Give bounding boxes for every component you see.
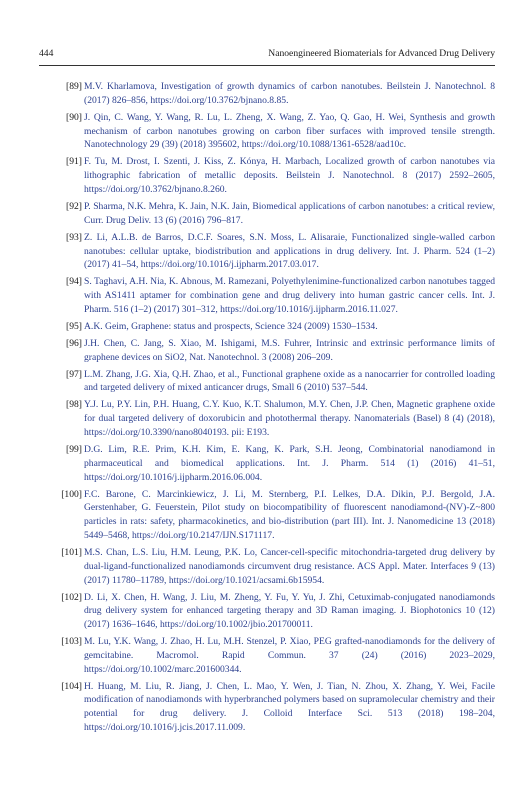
reference-text: M.V. Kharlamova, Investigation of growth dynamics of carbon nanotubes. Beilstein J. Nanotechnol. 8 (2017) 826–856, https://doi.org/10.3762/bjnano.8.85. <box>84 81 495 106</box>
header-divider <box>39 65 495 66</box>
reference-number: [96] <box>66 337 82 349</box>
page-header <box>39 47 495 61</box>
reference-number: [93] <box>66 231 82 243</box>
reference-item <box>0 275 531 316</box>
reference-text: J.H. Chen, C. Jang, S. Xiao, M. Ishigami, M.S. Fuhrer, Intrinsic and extrinsic performance limits of graphene devices on SiO2, Nat. Nanotechnol. 3 (2008) 206–209. <box>84 337 495 363</box>
reference-number: [100] <box>61 488 82 500</box>
reference-number: [95] <box>66 320 82 332</box>
reference-number: [98] <box>66 399 82 411</box>
reference-number: [101] <box>61 546 82 558</box>
reference-text: S. Taghavi, A.H. Nia, K. Abnous, M. Ramezani, Polyethylenimine-functionalized carbon nanotubes tagged with AS1411 aptamer for combination gene and drug delivery into human gastric cancer cells. Int. J. Pharm. 516 (1–2) (2017) 301–312, https://doi.org/10.1016/j.ijpharm.2016.11.027. <box>84 276 495 315</box>
reference-number: [103] <box>61 636 82 648</box>
reference-item <box>0 337 531 365</box>
reference-text: M. Lu, Y.K. Wang, J. Zhao, H. Lu, M.H. Stenzel, P. Xiao, PEG grafted-nanodiamonds for the delivery of gemcitabine. Macromol. Rapid Commun. 37 (24) (2016) 2023–2029, https://doi.org/10.1002/marc.201600344. <box>84 636 495 675</box>
reference-text: F.C. Barone, C. Marcinkiewicz, J. Li, M. Sternberg, P.I. Lelkes, D.A. Dikin, P.J. Bergold, J.A. Gerstenhaber, G. Feuerstein, Pilot study on biocompatibility of fluorescent nanodiamond-(NV)-Z~800 particles in rats: safety, pharmacokinetics, and bio-distribution (part III). Int. J. Nanomedicine 13 (2018) 5449–5468, https://doi.org/10.2147/IJN.S171117. <box>84 488 495 541</box>
reference-number: [90] <box>66 111 82 123</box>
page-number: 444 <box>39 48 54 59</box>
reference-number: [91] <box>66 156 82 168</box>
reference-number: [89] <box>66 81 82 92</box>
reference-text: J. Qin, C. Wang, Y. Wang, R. Lu, L. Zheng, X. Wang, Z. Yao, Q. Gao, H. Wei, Synthesis and growth mechanism of carbon nanotubes growing on carbon fiber surfaces with improved tensile strength. Nanotechnology 29 (39) (2018) 395602, https://doi.org/10.1088/1361-6528/aad10c. <box>84 111 495 151</box>
reference-list <box>0 80 531 738</box>
reference-item <box>0 680 531 735</box>
reference-item <box>0 320 531 334</box>
reference-text: P. Sharma, N.K. Mehra, K. Jain, N.K. Jain, Biomedical applications of carbon nanotubes: a critical review, Curr. Drug Deliv. 13 (6) (2016) 796–817. <box>84 200 495 226</box>
reference-item <box>0 591 531 632</box>
reference-text: L.M. Zhang, J.G. Xia, Q.H. Zhao, et al., Functional graphene oxide as a nanocarrier for controlled loading and targeted delivery of mixed anticancer drugs, Small 6 (2010) 537–544. <box>84 368 495 394</box>
reference-text: Y.J. Lu, P.Y. Lin, P.H. Huang, C.Y. Kuo, K.T. Shalumon, M.Y. Chen, J.P. Chen, Magnetic graphene oxide for dual targeted delivery of doxorubicin and photothermal therapy. Nanomaterials (Basel) 8 (4) (2018), https://doi.org/10.3390/nano8040193. pii: E193. <box>84 399 495 439</box>
reference-item <box>0 231 531 272</box>
reference-item <box>0 200 531 228</box>
reference-text: A.K. Geim, Graphene: status and prospects, Science 324 (2009) 1530–1534. <box>84 320 378 332</box>
reference-item <box>0 155 531 196</box>
reference-number: [97] <box>66 368 82 380</box>
reference-number: [102] <box>61 591 82 603</box>
reference-item <box>0 443 531 484</box>
reference-number: [94] <box>66 276 82 288</box>
reference-text: H. Huang, M. Liu, R. Jiang, J. Chen, L. Mao, Y. Wen, J. Tian, N. Zhou, X. Zhang, Y. Wei, Facile modification of nanodiamonds with hyperbranched polymers based on supramolecular chemistry and their potential for drug delivery. J. Colloid Interface Sci. 513 (2018) 198–204, https://doi.org/10.1016/j.jcis.2017.11.009. <box>84 680 495 734</box>
reference-item <box>0 111 531 152</box>
reference-text: M.S. Chan, L.S. Liu, H.M. Leung, P.K. Lo, Cancer-cell-specific mitochondria-targeted drug delivery by dual-ligand-functionalized nanodiamonds circumvent drug resistance. ACS Appl. Mater. Interfaces 9 (13) (2017) 11780–11789, https://doi.org/10.1021/acsami.6b15954. <box>84 546 495 586</box>
reference-text: D. Li, X. Chen, H. Wang, J. Liu, M. Zheng, Y. Fu, Y. Yu, J. Zhi, Cetuximab-conjugated nanodiamonds drug delivery system for enhanced targeting therapy and 3D Raman imaging. J. Biophotonics 10 (12) (2017) 1636–1646, https://doi.org/10.1002/jbio.201700011. <box>84 591 495 631</box>
reference-number: [92] <box>66 200 82 212</box>
reference-number: [104] <box>61 680 82 692</box>
reference-text: F. Tu, M. Drost, I. Szenti, J. Kiss, Z. Kónya, H. Marbach, Localized growth of carbon nanotubes via lithographic fabrication of metallic deposits. Beilstein J. Nanotechnol. 8 (2017) 2592–2605, https://doi.org/10.3762/bjnano.8.260. <box>84 156 495 195</box>
reference-text: D.G. Lim, R.E. Prim, K.H. Kim, E. Kang, K. Park, S.H. Jeong, Combinatorial nanodiamond in pharmaceutical and biomedical applications. Int. J. Pharm. 514 (1) (2016) 41–51, https://doi.org/10.1016/j.ijpharm.2016.06.004. <box>84 444 495 483</box>
reference-item <box>0 488 531 543</box>
reference-item <box>0 635 531 676</box>
reference-item <box>0 368 531 396</box>
reference-number: [99] <box>66 444 82 455</box>
reference-item <box>0 398 531 439</box>
reference-text: Z. Li, A.L.B. de Barros, D.C.F. Soares, S.N. Moss, L. Alisaraie, Functionalized single-walled carbon nanotubes: cellular uptake, biodistribution and applications in drug delivery. Int. J. Pharm. 524 (1–2) (2017) 41–54, https://doi.org/10.1016/j.ijpharm.2017.03.017. <box>84 231 495 271</box>
running-title: Nanoengineered Biomaterials for Advanced Drug Delivery <box>268 48 495 59</box>
reference-item <box>0 546 531 587</box>
reference-item <box>0 80 531 108</box>
